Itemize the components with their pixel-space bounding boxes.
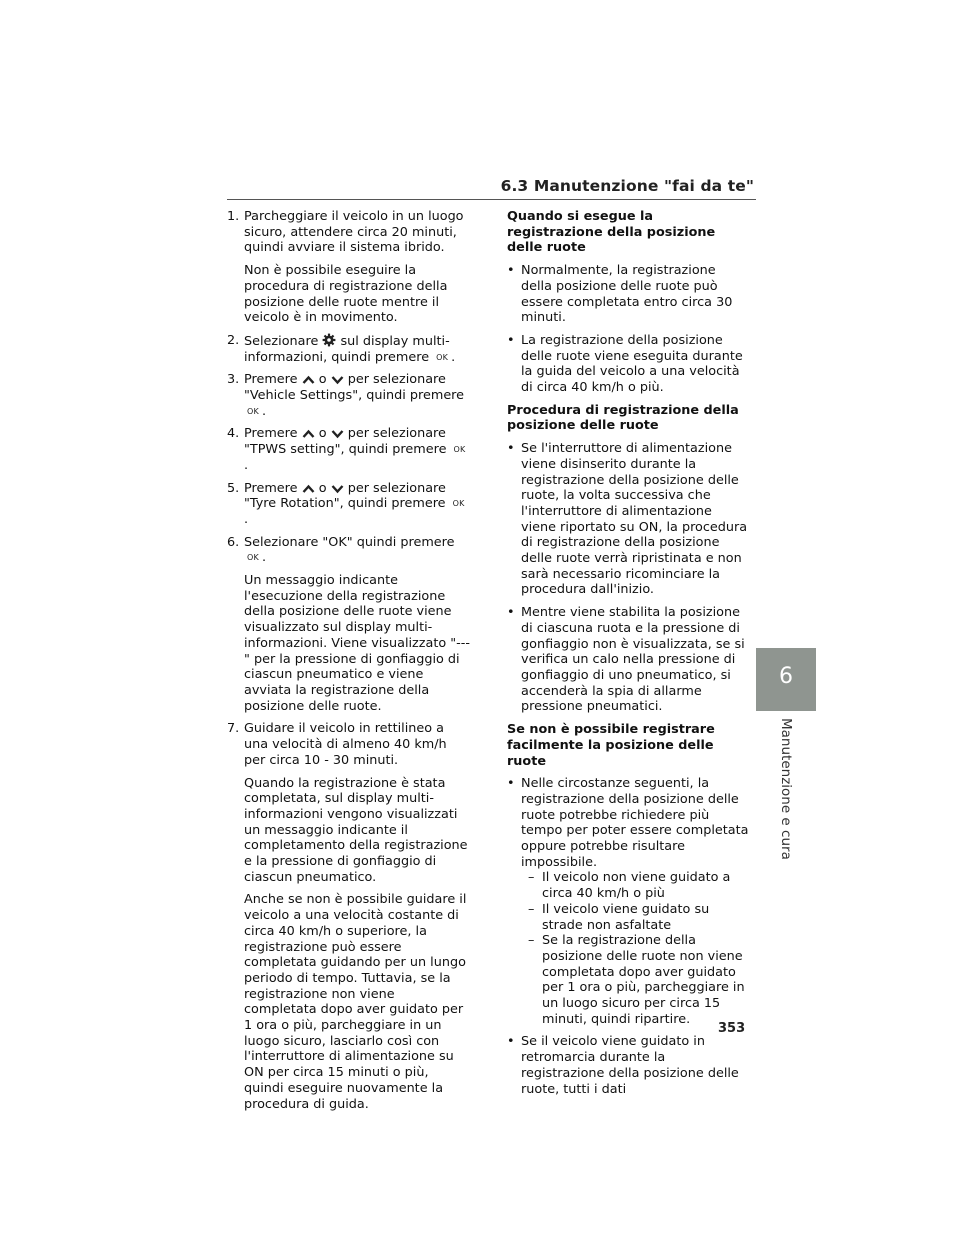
- step-number: 6.: [227, 534, 240, 550]
- dash-text: Il veicolo viene guidato su strade non asfaltate: [542, 901, 710, 933]
- step-text: Selezionare: [244, 333, 319, 349]
- bullet-text: Nelle circostanze seguenti, la registrazione della posizione delle ruote potrebbe richiedere più tempo per poter essere completata oppure potrebbe risultare impossibile.: [521, 776, 749, 870]
- step-text: Parcheggiare il veicolo in un luogo sicuro, attendere circa 20 minuti, quindi avviare il sistema ibrido.: [244, 209, 464, 256]
- bullet-mark: •: [507, 605, 515, 621]
- step-1-note: Non è possibile eseguire la procedura di registrazione della posizione delle ruote mentre il veicolo è in movimento.: [244, 263, 448, 326]
- chapter-label: Manutenzione e cura: [778, 718, 794, 860]
- dash-mark: –: [528, 933, 535, 949]
- step-7-note-2: Anche se non è possibile guidare il veicolo a una velocità costante di circa 40 km/h o superiore, la registrazione può essere completata guidando per un lungo periodo di tempo. Tuttavia, se la registrazione non viene completata dopo aver guidato per 1 ora o più, parcheggiare in un luogo sicuro, lasciarlo così con l'interruttore di alimentazione su ON per circa 15 minuti o più, quindi eseguire nuovamente la procedura di guida.: [244, 892, 467, 1112]
- step-text: Selezionare "OK" quindi premere: [244, 534, 455, 550]
- bullet-text: Se il veicolo viene guidato in retromarcia durante la registrazione della posizione delle ruote, tutti i dati: [521, 1034, 739, 1097]
- page-number: 353: [718, 1021, 746, 1036]
- step-text: Premere: [244, 426, 298, 442]
- step-text-cont: per selezionare "Tyre Rotation", quindi premere: [244, 480, 446, 512]
- right-column: [507, 209, 749, 1104]
- or-text: o: [318, 426, 327, 442]
- or-text: o: [318, 480, 327, 496]
- step-number: 2.: [227, 332, 240, 348]
- step-end: .: [451, 349, 456, 365]
- section-title: 6.3 Manutenzione "fai da te": [500, 177, 754, 195]
- left-column: [227, 209, 470, 1119]
- step-5: [227, 481, 470, 528]
- dash-item: [528, 870, 749, 901]
- step-6: [227, 535, 470, 566]
- ok-button-icon: OK: [436, 352, 449, 362]
- bullet-item: [507, 441, 749, 598]
- step-text-cont: per selezionare "Vehicle Settings", quindi premere: [244, 372, 465, 404]
- step-end: .: [261, 550, 267, 566]
- bullet-mark: •: [507, 776, 515, 792]
- step-7: [227, 721, 470, 768]
- step-number: 4.: [227, 426, 240, 442]
- bullet-item: [507, 333, 749, 396]
- section-heading: Procedura di registrazione della posizione delle ruote: [507, 402, 739, 434]
- chevron-down-icon: [331, 429, 344, 439]
- step-number: 1.: [227, 209, 240, 224]
- dash-mark: –: [528, 870, 535, 886]
- step-text-cont: sul display multi-informazioni, quindi premere: [244, 333, 450, 365]
- bullet-text: La registrazione della posizione delle ruote viene eseguita durante la guida del veicolo a una velocità di circa 40 km/h o più.: [521, 332, 743, 396]
- bullet-item: [507, 776, 749, 1027]
- step-3: [227, 372, 470, 419]
- step-text: Premere: [244, 372, 298, 388]
- bullet-mark: •: [507, 263, 515, 279]
- or-text: o: [318, 372, 327, 388]
- gear-icon: [322, 333, 336, 347]
- step-text-cont: per selezionare "TPWS setting", quindi premere: [244, 426, 447, 458]
- step-number: 3.: [227, 372, 240, 388]
- step-end: .: [261, 403, 267, 419]
- dash-item: [528, 933, 749, 1027]
- chevron-down-icon: [331, 484, 344, 494]
- section-heading: Se non è possibile registrare facilmente la posizione delle ruote: [507, 722, 715, 769]
- header-rule: [227, 199, 756, 200]
- bullet-item: [507, 1034, 749, 1097]
- bullet-mark: •: [507, 1034, 515, 1050]
- step-7-note-1: Quando la registrazione è stata completata, sul display multi-informazioni vengono visualizzati un messaggio indicante il completamento della registrazione e la pressione di gonfiaggio di ciascun pneumatico.: [244, 775, 468, 885]
- ok-button-icon: OK: [247, 553, 259, 563]
- ok-button-icon: OK: [452, 499, 465, 509]
- step-6-note: Un messaggio indicante l'esecuzione della registrazione della posizione delle ruote viene visualizzato sul display multi-informazioni. Viene visualizzato "---" per la pressione di gonfiaggio di ciascun pneumatico e viene avviata la registrazione della posizione delle ruote.: [244, 573, 470, 714]
- bullet-mark: •: [507, 441, 515, 457]
- step-end: .: [244, 457, 249, 473]
- section-heading: Quando si esegue la registrazione della posizione delle ruote: [507, 209, 716, 256]
- step-1: [227, 209, 470, 256]
- chevron-down-icon: [331, 375, 344, 385]
- chevron-up-icon: [302, 375, 315, 385]
- step-text: Guidare il veicolo in rettilineo a una velocità di almeno 40 km/h per circa 10 - 30 minuti.: [244, 721, 447, 768]
- bullet-mark: •: [507, 332, 515, 348]
- chapter-tab: [756, 648, 816, 711]
- dash-text: Il veicolo non viene guidato a circa 40 km/h o più: [542, 870, 731, 902]
- chevron-up-icon: [302, 429, 315, 439]
- bullet-text: Se l'interruttore di alimentazione viene disinserito durante la registrazione della posizione delle ruote, la volta successiva che l'interruttore di alimentazione viene riportato su ON, la procedura di registrazione della posizione delle ruote verrà ripristinata e non sarà necessario ricominciare la procedura dall'inizio.: [521, 441, 748, 598]
- bullet-item: [507, 605, 749, 715]
- step-number: 7.: [227, 721, 240, 737]
- ok-button-icon: OK: [453, 445, 466, 455]
- chapter-number: 6: [779, 664, 793, 689]
- bullet-item: [507, 263, 749, 326]
- step-end: .: [244, 511, 249, 527]
- ok-button-icon: OK: [247, 406, 259, 416]
- bullet-text: Mentre viene stabilita la posizione di ciascuna ruota e la pressione di gonfiaggio non è visualizzata, se si verifica un calo nella pressione di gonfiaggio di uno pneumatico, si accenderà la spia di allarme pressione pneumatici.: [521, 605, 745, 715]
- dash-item: [528, 902, 749, 933]
- step-number: 5.: [227, 480, 240, 496]
- step-4: [227, 426, 470, 473]
- step-2: [227, 333, 470, 365]
- dash-mark: –: [528, 901, 535, 917]
- dash-text: Se la registrazione della posizione delle ruote non viene completata dopo aver guidato per 1 ora o più, parcheggiare in un luogo sicuro per circa 15 minuti, quindi ripartire.: [542, 933, 745, 1027]
- step-text: Premere: [244, 480, 298, 496]
- bullet-text: Normalmente, la registrazione della posizione delle ruote può essere completata entro circa 30 minuti.: [521, 263, 733, 326]
- chevron-up-icon: [302, 484, 315, 494]
